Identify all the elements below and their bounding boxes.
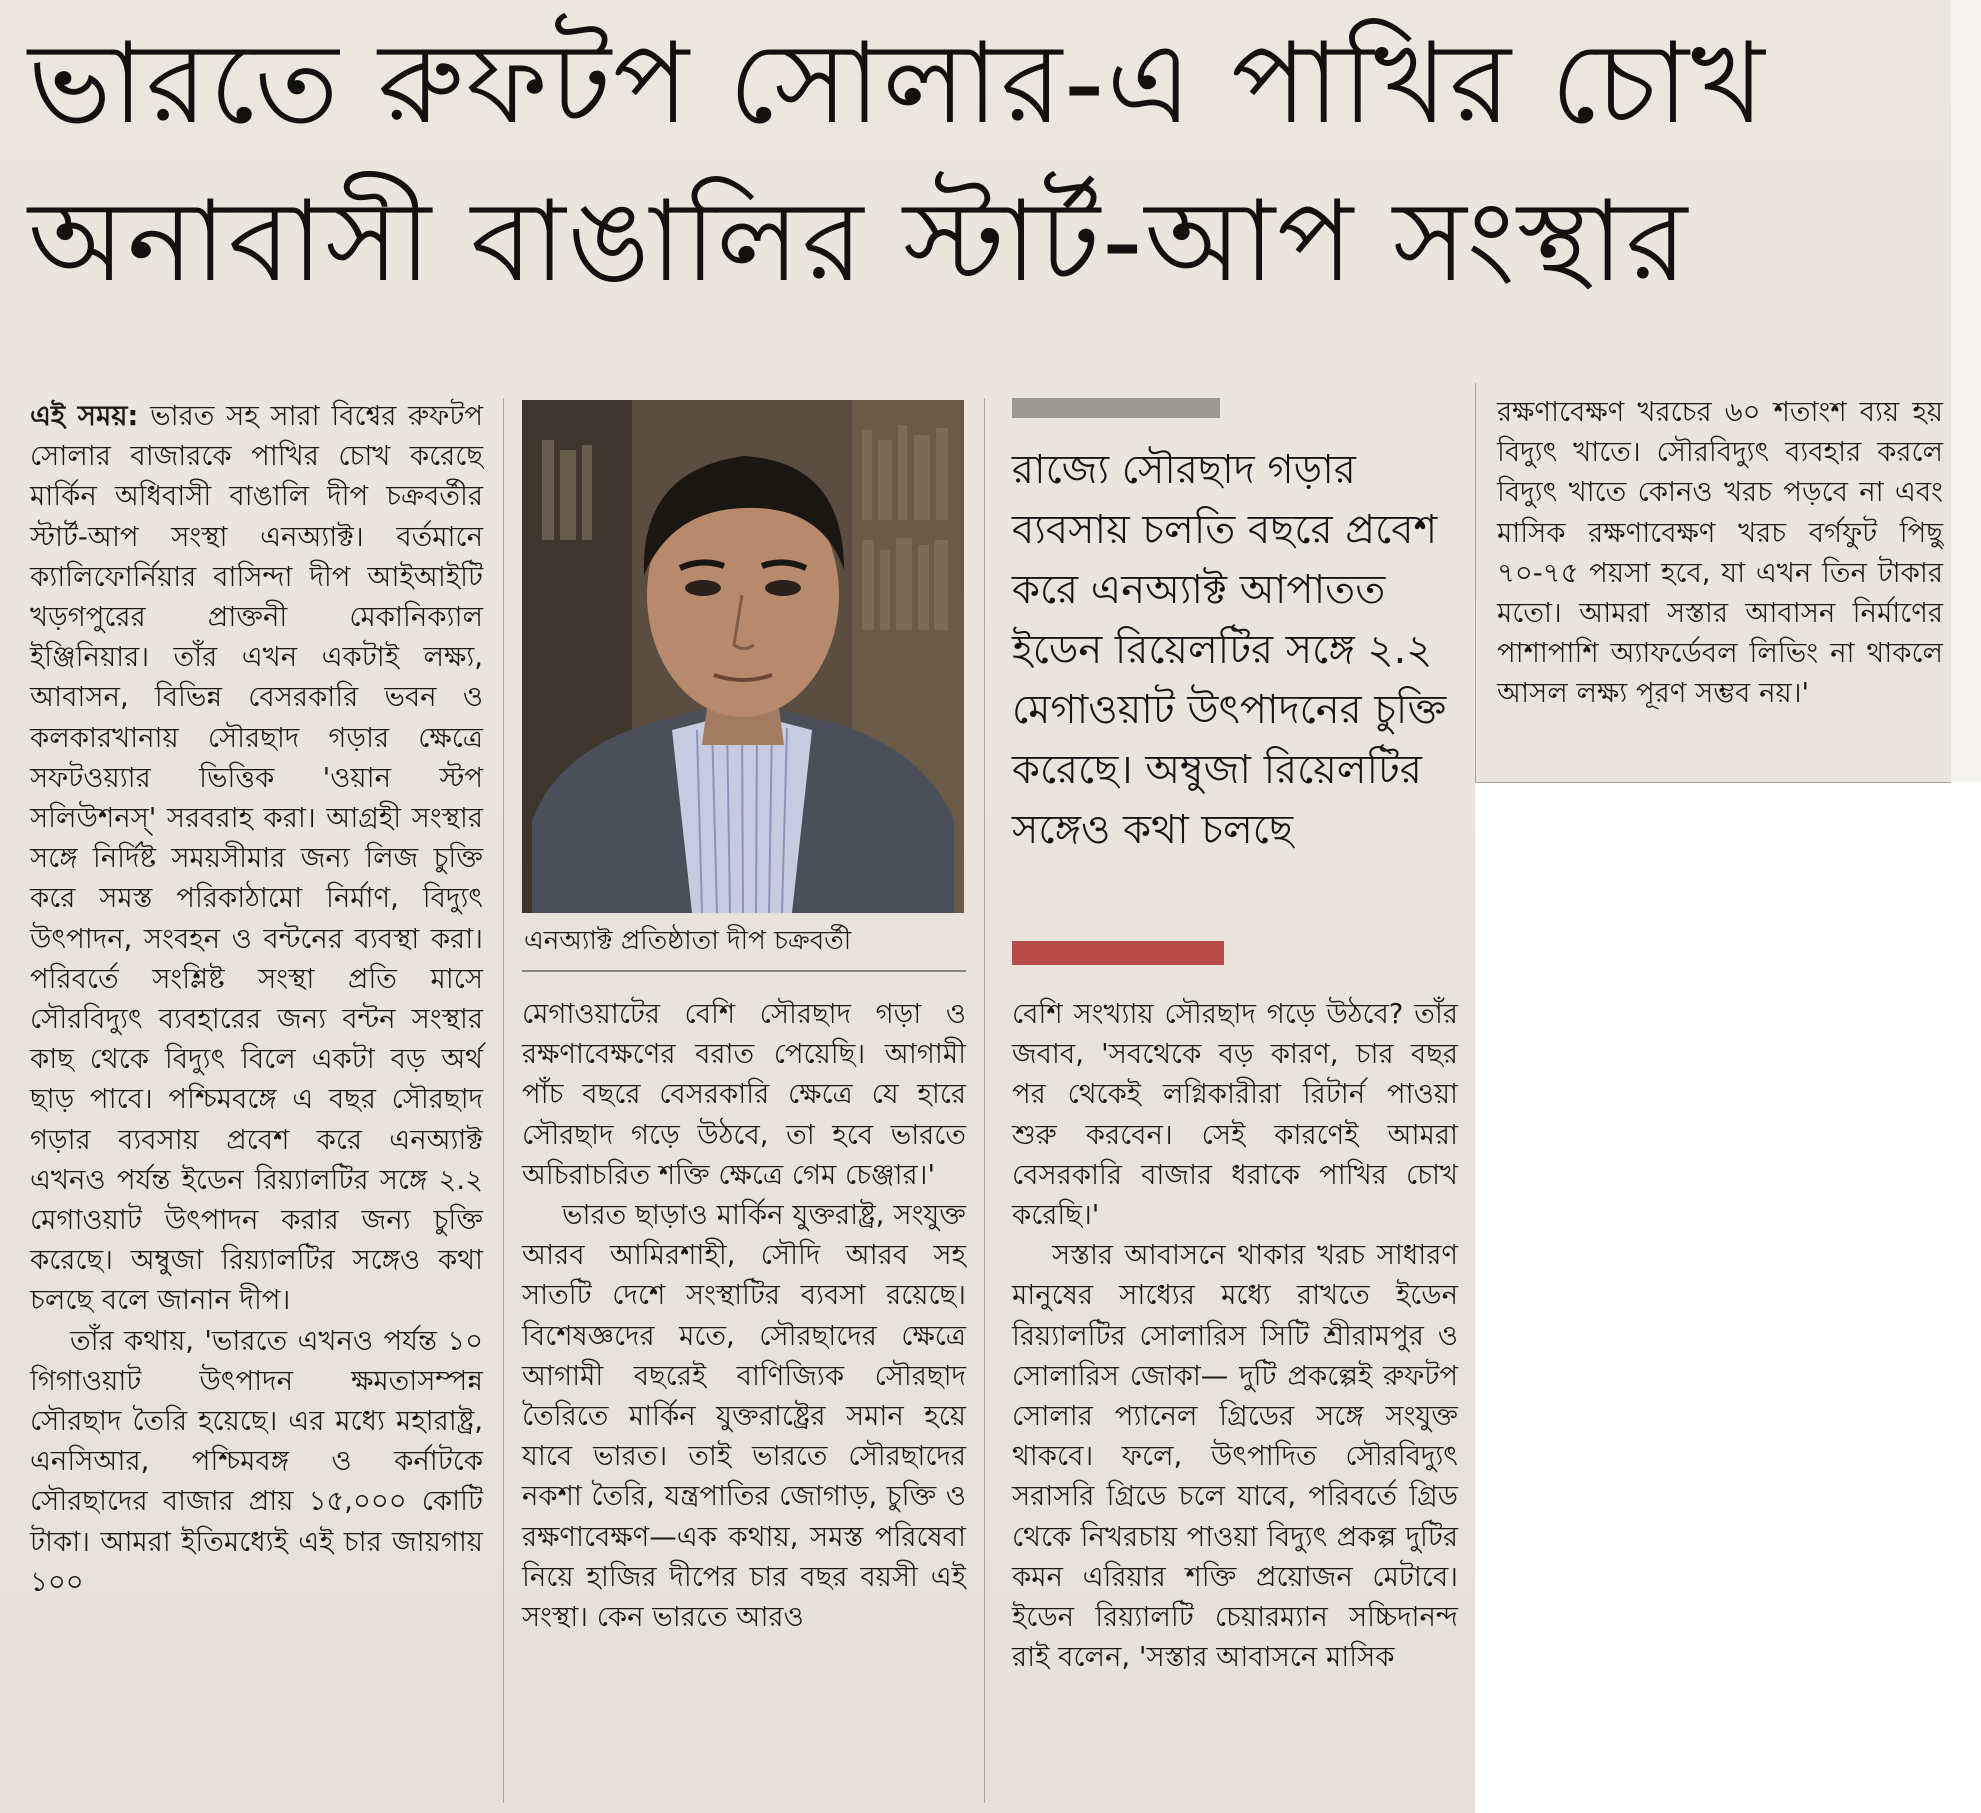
article-column-4 bbox=[1497, 392, 1943, 714]
column-divider bbox=[1475, 383, 1476, 783]
article-paragraph: সস্তার আবাসনে থাকার খরচ সাধারণ মানুষের সাধ্যের মধ্যে রাখতে ইডেন রিয়্যালটির সোলারিস সিটি শ্রীরামপুর ও সোলারিস জোকা— দুটি প্রকল্পেই রুফটপ সোলার প্যানেল গ্রিডের সঙ্গে সংযুক্ত থাকবে। ফলে, উৎপাদিত সৌরবিদ্যুৎ সরাসরি গ্রিডে চলে যাবে, পরিবর্তে গ্রিড থেকে নিখরচায় পাওয়া বিদ্যুৎ প্রকল্প দুটির কমন এরিয়ার শক্তি প্রয়োজন মেটাবে। ইডেন রিয়্যালটি চেয়ারম্যান সচ্চিদানন্দ রাই বলেন, 'সস্তার আবাসনে মাসিক bbox=[1012, 1239, 1458, 1674]
article-paragraph: তাঁর কথায়, 'ভারতে এখনও পর্যন্ত ১০ গিগাওয়াট উৎপাদন ক্ষমতাসম্পন্ন সৌরছাদ তৈরি হয়েছে। এর মধ্যে মহারাষ্ট্র, এনসিআর, পশ্চিমবঙ্গ ও কর্নাটকে সৌরছাদের বাজার প্রায় ১৫,০০০ কোটি টাকা। আমরা ইতিমধ্যেই এই চার জায়গায় ১০০ bbox=[30, 1324, 483, 1598]
column-divider bbox=[984, 398, 985, 1803]
column-rule bbox=[1475, 782, 1951, 783]
article-paragraph: বেশি সংখ্যায় সৌরছাদ গড়ে উঠবে? তাঁর জবাব, 'সবথেকে বড় কারণ, চার বছর পর থেকেই লগ্নিকারীরা রিটার্ন পাওয়া শুরু করবেন। সেই কারণেই আমরা বেসরকারি বাজার ধরাকে পাখির চোখ করেছি।' bbox=[1012, 998, 1458, 1232]
blank-area bbox=[1475, 782, 1981, 1813]
pull-quote-bar-bottom bbox=[1012, 941, 1224, 965]
portrait-photo bbox=[522, 400, 964, 913]
article-column-3 bbox=[1012, 994, 1458, 1677]
pull-quote-bar-top bbox=[1012, 398, 1220, 418]
headline-line-1: ভারতে রুফটপ সোলার-এ পাখির চোখ bbox=[28, 19, 1767, 149]
portrait-illustration bbox=[522, 400, 964, 913]
margin-strip bbox=[1951, 0, 1981, 782]
photo-caption: এনঅ্যাক্ট প্রতিষ্ঠাতা দীপ চক্রবর্তী bbox=[524, 926, 852, 956]
column-divider bbox=[503, 398, 504, 1803]
article-paragraph: রক্ষণাবেক্ষণ খরচের ৬০ শতাংশ ব্যয় হয় বিদ্যুৎ খাতে। সৌরবিদ্যুৎ ব্যবহার করলে বিদ্যুৎ খাতে কোনও খরচ পড়বে না এবং মাসিক রক্ষণাবেক্ষণ খরচ বর্গফুট পিছু ৭০-৭৫ পয়সা হবে, যা এখন তিন টাকার মতো। আমরা সস্তার আবাসন নির্মাণের পাশাপাশি অ্যাফর্ডেবল লিভিং না থাকলে আসল লক্ষ্য পূরণ সম্ভব নয়।' bbox=[1497, 396, 1943, 710]
pull-quote: রাজ্যে সৌরছাদ গড়ার ব্যবসায় চলতি বছরে প্রবেশ করে এনঅ্যাক্ট আপাতত ইডেন রিয়েলটির সঙ্গে ২.২ মেগাওয়াট উৎপাদনের চুক্তি করেছে। অম্বুজা রিয়েলটির সঙ্গেও কথা চলছে bbox=[1012, 447, 1447, 853]
headline-line-2: অনাবাসী বাঙালির স্টার্ট-আপ সংস্থার bbox=[28, 177, 1690, 307]
article-column-1 bbox=[30, 396, 483, 1602]
article-paragraph: ভারত সহ সারা বিশ্বের রুফটপ সোলার বাজারকে পাখির চোখ করেছে মার্কিন অধিবাসী বাঙালি দীপ চক্রবর্তীর স্টার্ট-আপ সংস্থা এনঅ্যাক্ট। বর্তমানে ক্যালিফোর্নিয়ার বাসিন্দা দীপ আইআইটি খড়গপুরের প্রাক্তনী মেকানিক্যাল ইঞ্জিনিয়ার। তাঁর এখন একটাই লক্ষ্য, আবাসন, বিভিন্ন বেসরকারি ভবন ও কলকারখানায় সৌরছাদ গড়ার ক্ষেত্রে সফটওয়্যার ভিত্তিক 'ওয়ান স্টপ সলিউশনস্' সরবরাহ করা। আগ্রহী সংস্থার সঙ্গে নির্দিষ্ট সময়সীমার জন্য লিজ চুক্তি করে সমস্ত পরিকাঠামো নির্মাণ, বিদ্যুৎ উৎপাদন, সংবহন ও বন্টনের ব্যবস্থা করা। পরিবর্তে সংশ্লিষ্ট সংস্থা প্রতি মাসে সৌরবিদ্যুৎ ব্যবহারের জন্য বন্টন সংস্থার কাছ থেকে বিদ্যুৎ বিলে একটা বড় অর্থ ছাড় পাবে। পশ্চিমবঙ্গে এ বছর সৌরছাদ গড়ার ব্যবসায় প্রবেশ করে এনঅ্যাক্ট এখনও পর্যন্ত ইডেন রিয়্যালটির সঙ্গে ২.২ মেগাওয়াট উৎপাদন করার জন্য চুক্তি করেছে। অম্বুজা রিয়্যালটির সঙ্গেও কথা চলছে বলে জানান দীপ। bbox=[30, 400, 483, 1317]
article-paragraph: ভারত ছাড়াও মার্কিন যুক্তরাষ্ট্র, সংযুক্ত আরব আমিরশাহী, সৌদি আরব সহ সাতটি দেশে সংস্থাটির ব্যবসা রয়েছে। বিশেষজ্ঞদের মতে, সৌরছাদের ক্ষেত্রে আগামী বছরেই বাণিজ্যিক সৌরছাদ তৈরিতে মার্কিন যুক্তরাষ্ট্রের সমান হয়ে যাবে ভারত। তাই ভারতে সৌরছাদের নকশা তৈরি, যন্ত্রপাতির জোগাড়, চুক্তি ও রক্ষণাবেক্ষণ—এক কথায়, সমস্ত পরিষেবা নিয়ে হাজির দীপের চার বছর বয়সী এই সংস্থা। কেন ভারতে আরও bbox=[522, 1199, 966, 1634]
dateline: এই সময়: bbox=[30, 400, 139, 432]
article-paragraph: মেগাওয়াটের বেশি সৌরছাদ গড়া ও রক্ষণাবেক্ষণের বরাত পেয়েছি। আগামী পাঁচ বছরে বেসরকারি ক্ষেত্রে যে হারে সৌরছাদ গড়ে উঠবে, তা হবে ভারতে অচিরাচরিত শক্তি ক্ষেত্রে গেম চেঞ্জার।' bbox=[522, 998, 966, 1191]
article-column-2 bbox=[522, 994, 966, 1637]
caption-rule bbox=[522, 970, 966, 972]
